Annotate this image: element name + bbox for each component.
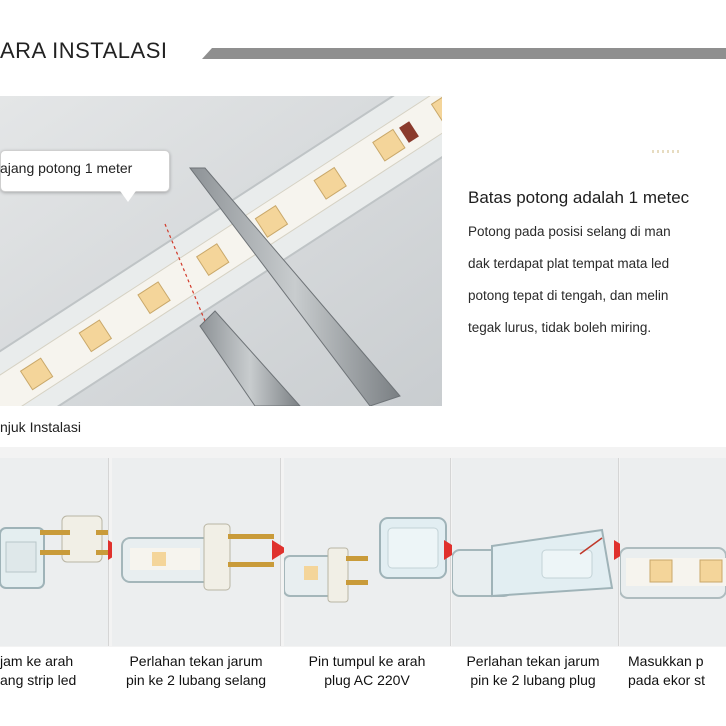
- step-caption-line: pada ekor st: [628, 672, 706, 688]
- step-3-image: [284, 458, 451, 646]
- instruction-line: Potong pada posisi selang di man: [468, 224, 671, 239]
- led-strip-scissors-illustration: [0, 96, 442, 406]
- step-caption-line: pin ke 2 lubang plug: [470, 672, 596, 688]
- step-caption-line: Perlahan tekan jarum: [129, 653, 263, 669]
- step-3-caption: [284, 652, 450, 690]
- step-4-image: [452, 458, 619, 646]
- step-4-caption: [450, 652, 616, 690]
- instruction-line: tegak lurus, tidak boleh miring.: [468, 320, 652, 335]
- photo-caption: njuk Instalasi: [0, 419, 81, 435]
- step-caption-line: pin ke 2 lubang selang: [125, 672, 267, 688]
- instruction-line: potong tepat di tengah, dan melin: [468, 288, 669, 303]
- step-5-caption: [628, 652, 726, 690]
- section-title: ARA INSTALASI: [0, 38, 168, 63]
- callout-pointer: [118, 188, 138, 202]
- step-caption-line: Perlahan tekan jarum: [466, 653, 600, 669]
- instruction-heading: Batas potong adalah 1 metec: [468, 188, 690, 207]
- step-caption-line: jam ke arah: [0, 653, 74, 669]
- decorative-dots: [652, 150, 682, 153]
- callout-text: ajang potong 1 meter: [0, 160, 133, 176]
- step-2-image: [112, 458, 281, 646]
- led-strip-cutting-photo: [0, 96, 442, 406]
- step-caption-line: Pin tumpul ke arah: [308, 653, 426, 669]
- instruction-line: dak terdapat plat tempat mata led: [468, 256, 670, 271]
- step-caption-line: plug AC 220V: [324, 672, 410, 688]
- step-5-image: [620, 458, 726, 646]
- step-caption-line: ang strip led: [0, 672, 77, 688]
- step-1-caption: [0, 652, 108, 690]
- step-1-image: [0, 458, 109, 646]
- step-2-caption: [112, 652, 280, 690]
- title-divider-bar: [202, 48, 726, 59]
- step-caption-line: Masukkan p: [628, 653, 704, 669]
